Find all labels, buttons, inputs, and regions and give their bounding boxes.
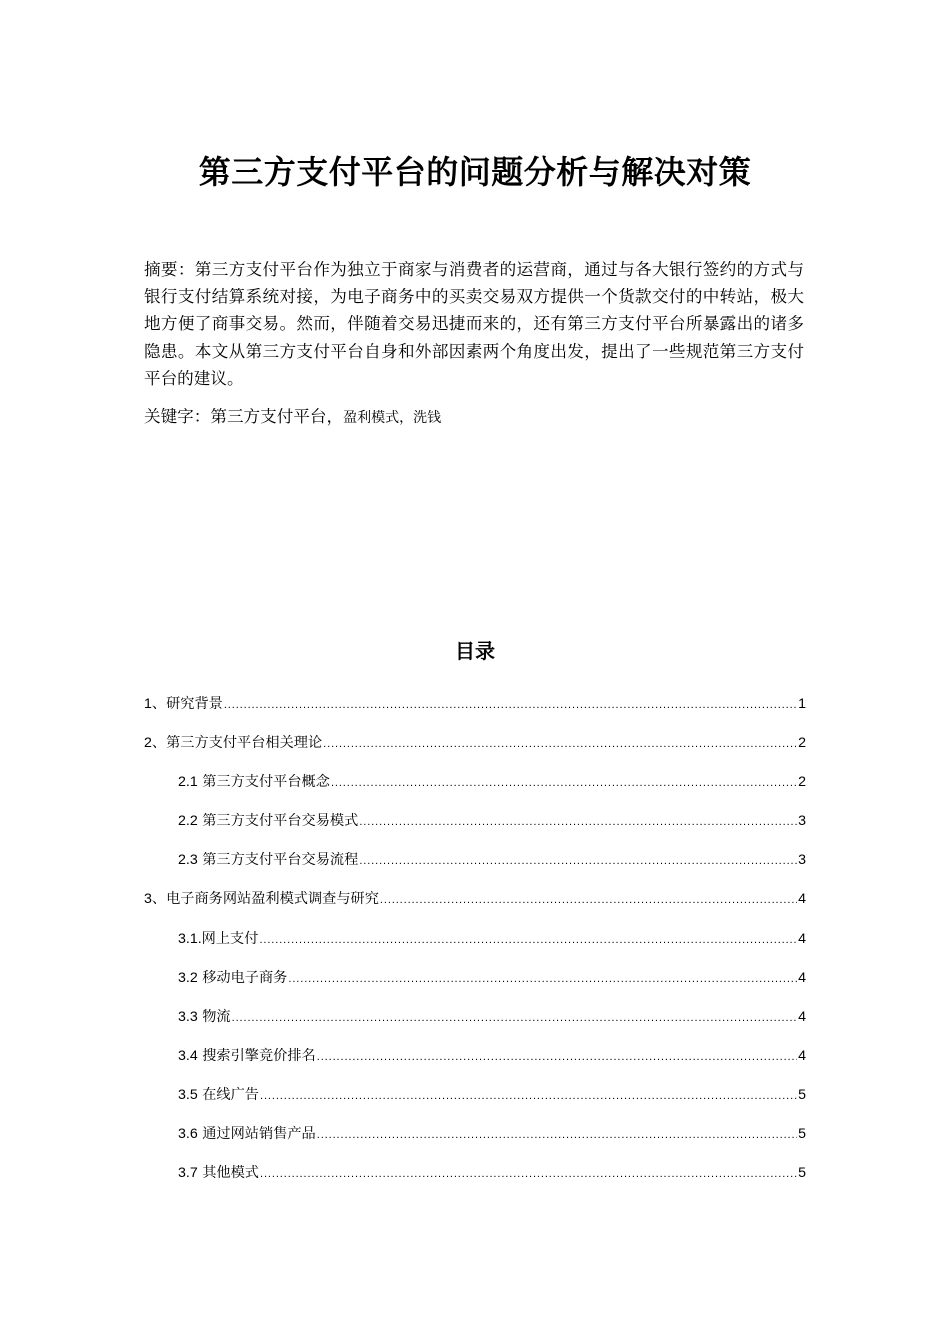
toc-page-number: 5 <box>798 1126 806 1143</box>
toc-entry-3-5[interactable] <box>144 1084 806 1123</box>
toc-page-number: 4 <box>798 930 806 947</box>
toc-entry-2-3[interactable] <box>144 849 806 888</box>
toc-page-number: 4 <box>798 1008 806 1025</box>
toc-dot-leader <box>224 694 797 716</box>
toc-entry-3-7[interactable] <box>144 1162 806 1201</box>
toc-entry-1[interactable] <box>144 693 806 732</box>
toc-entry-2-2[interactable] <box>144 810 806 849</box>
toc-page-number: 2 <box>798 774 806 791</box>
toc-page-number: 5 <box>798 1086 806 1103</box>
abstract-paragraph: 摘要：第三方支付平台作为独立于商家与消费者的运营商，通过与各大银行签约的方式与银行支付结算系统对接，为电子商务中的买卖交易双方提供一个货款交付的中转站，极大地方便了商事交易。然而，伴随着交易迅捷而来的，还有第三方支付平台所暴露出的诸多隐患。本文从第三方支付平台自身和外部因素两个角度出发，提出了一些规范第三方支付平台的建议。 <box>144 260 804 388</box>
toc-entry-label: 1、研究背景 <box>144 696 223 712</box>
toc-page-number: 4 <box>798 1047 806 1064</box>
toc-dot-leader <box>359 811 797 833</box>
toc-dot-leader <box>260 1085 797 1107</box>
toc-dot-leader <box>260 1163 797 1185</box>
table-of-contents <box>144 693 806 1201</box>
document-title: 第三方支付平台的问题分析与解决对策 <box>198 153 752 192</box>
toc-entry-label: 2.3 第三方支付平台交易流程 <box>178 852 359 869</box>
toc-entry-3-3[interactable] <box>144 1006 806 1045</box>
toc-page-number: 1 <box>798 696 806 712</box>
toc-entry-3-1[interactable] <box>144 928 806 967</box>
toc-dot-leader <box>232 1007 797 1029</box>
toc-entry-label: 3.7 其他模式 <box>178 1165 259 1182</box>
toc-entry-label: 3.2 移动电子商务 <box>178 969 288 986</box>
toc-entry-2[interactable] <box>144 732 806 771</box>
toc-entry-3-6[interactable] <box>144 1123 806 1162</box>
toc-entry-label: 3、电子商务网站盈利模式调查与研究 <box>144 891 379 908</box>
toc-dot-leader <box>288 968 797 990</box>
toc-dot-leader <box>359 850 797 872</box>
toc-entry-label: 2、第三方支付平台相关理论 <box>144 735 323 752</box>
toc-page-number: 4 <box>798 969 806 986</box>
toc-entry-label: 2.1 第三方支付平台概念 <box>178 774 330 791</box>
keywords-values: 盈利模式，洗钱 <box>343 410 442 426</box>
toc-entry-3-4[interactable] <box>144 1045 806 1084</box>
toc-entry-label: 3.1.网上支付 <box>178 930 259 947</box>
toc-dot-leader <box>331 772 797 794</box>
toc-dot-leader <box>323 733 797 755</box>
toc-page-number: 5 <box>798 1165 806 1182</box>
toc-dot-leader <box>380 889 797 911</box>
toc-entry-3[interactable] <box>144 888 806 927</box>
toc-page-number: 3 <box>798 813 806 830</box>
toc-entry-3-2[interactable] <box>144 967 806 1006</box>
keywords-line <box>144 403 804 432</box>
toc-page-number: 3 <box>798 852 806 869</box>
toc-entry-label: 3.4 搜索引擎竞价排名 <box>178 1047 316 1064</box>
keywords-label: 关键字：第三方支付平台， <box>144 407 344 426</box>
toc-dot-leader <box>317 1124 797 1146</box>
toc-dot-leader <box>317 1046 797 1068</box>
toc-title: 目录 <box>455 639 495 663</box>
toc-entry-label: 2.2 第三方支付平台交易模式 <box>178 813 359 830</box>
toc-dot-leader <box>259 929 797 951</box>
toc-entry-label: 3.6 通过网站销售产品 <box>178 1126 316 1143</box>
toc-entry-2-1[interactable] <box>144 771 806 810</box>
toc-entry-label: 3.3 物流 <box>178 1008 231 1025</box>
toc-page-number: 4 <box>798 891 806 908</box>
toc-entry-label: 3.5 在线广告 <box>178 1086 259 1103</box>
toc-page-number: 2 <box>798 735 806 752</box>
